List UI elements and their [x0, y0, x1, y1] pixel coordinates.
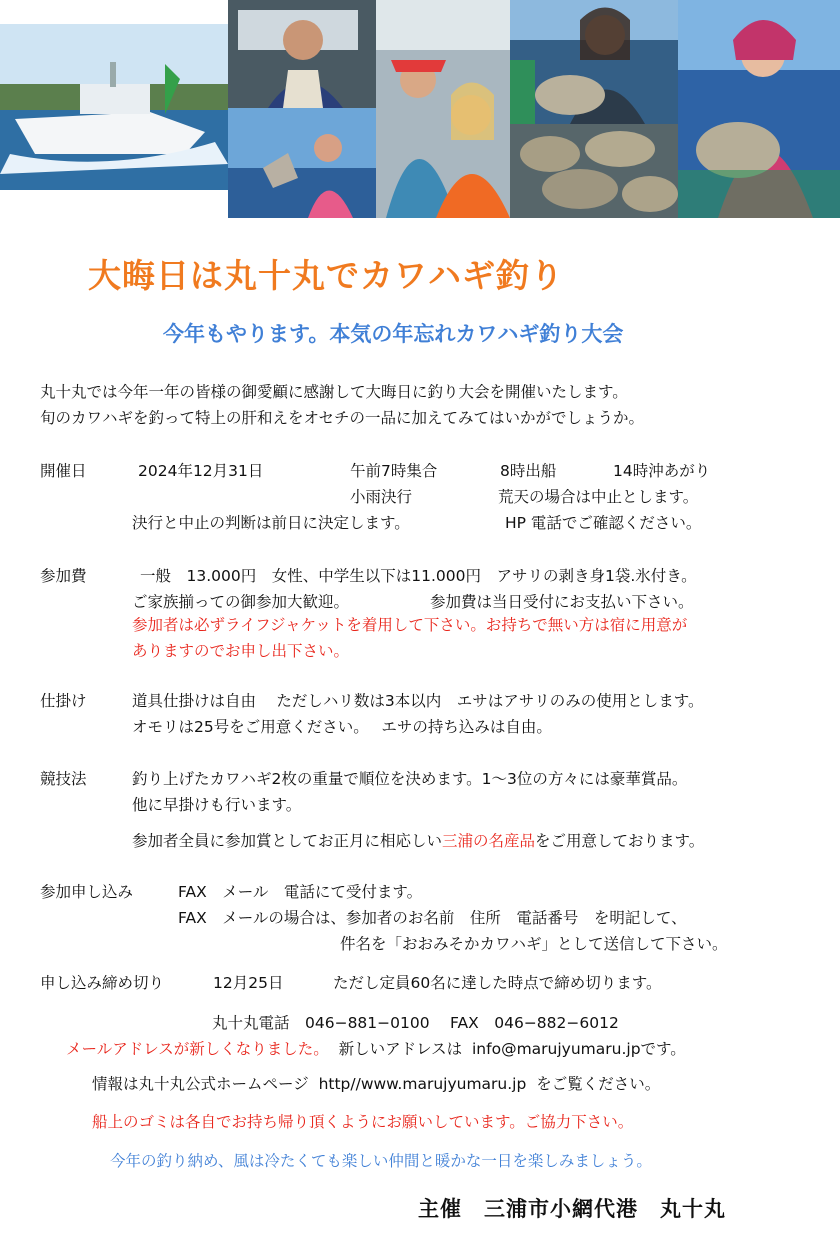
rules-line-3	[132, 830, 704, 852]
intro-line-2: 旬のカワハギを釣って特上の肝和えをオセチの一品に加えてみてはいかがでしょうか。	[40, 409, 645, 427]
closing-message: 今年の釣り納め、風は冷たくても楽しい仲間と暖かな一日を楽しみましょう。	[110, 1152, 652, 1170]
tackle-label: 仕掛け	[40, 692, 87, 710]
rules-label: 競技法	[40, 770, 87, 788]
organizer: 主催 三浦市小網代港 丸十丸	[418, 1197, 726, 1221]
fee-line-2b: 参加費は当日受付にお支払い下さい。	[430, 593, 694, 611]
page-subtitle: 今年もやります。本気の年忘れカワハギ釣り大会	[163, 322, 624, 346]
schedule-storm: 荒天の場合は中止とします。	[498, 488, 699, 506]
fee-line-1: 一般 13.000円 女性、中学生以下は11.000円 アサリの剥き身1袋.氷付き。	[140, 567, 697, 585]
homepage-tail: をご覧ください。	[536, 1075, 661, 1093]
photo-woman-fish	[510, 0, 678, 124]
intro-line-1: 丸十丸では今年一年の皆様の御愛顧に感謝して大晦日に釣り大会を開催いたします。	[40, 383, 628, 401]
rules-line-3a: 参加者全員に参加賞としてお正月に相応しい	[132, 832, 443, 850]
tackle-line-1: 道具仕掛けは自由 ただしハリ数は3本以内 エサはアサリのみの使用とします。	[132, 692, 704, 710]
photo-catch-box	[510, 124, 678, 218]
photo-collage	[0, 0, 840, 220]
homepage-label: 情報は丸十丸公式ホームページ	[92, 1075, 309, 1093]
schedule-return: 14時沖あがり	[613, 462, 711, 480]
photo-two-women	[376, 0, 510, 218]
miura-specialty-highlight: 三浦の名産品	[442, 832, 536, 850]
trash-notice: 船上のゴミは各自でお持ち帰り頂くようにお願いしています。ご協力下さい。	[92, 1113, 634, 1131]
schedule-rain: 小雨決行	[350, 488, 413, 506]
schedule-date: 2024年12月31日	[138, 462, 264, 480]
contact-phone-fax: 丸十丸電話 046−881−0100 FAX 046−882−6012	[212, 1014, 619, 1032]
apply-line-3: 件名を「おおみそかカワハギ」として送信して下さい。	[340, 935, 728, 953]
schedule-depart: 8時出船	[500, 462, 557, 480]
tackle-line-2: オモリは25号をご用意ください。 エサの持ち込みは自由。	[132, 718, 552, 736]
fee-label: 参加費	[40, 567, 87, 585]
schedule-decision: 決行と中止の判断は前日に決定します。	[132, 514, 410, 532]
page-title: 大晦日は丸十丸でカワハギ釣り	[88, 256, 564, 295]
rules-line-2: 他に早掛けも行います。	[132, 796, 302, 814]
apply-label: 参加申し込み	[40, 883, 134, 901]
photo-woman-hood	[678, 0, 840, 218]
lifejacket-warning-2: ありますのでお申し出下さい。	[132, 642, 350, 660]
rules-line-3c: をご用意しております。	[535, 832, 705, 850]
photo-angler-pink	[228, 108, 376, 218]
fee-line-2a: ご家族揃っての御参加大歓迎。	[132, 593, 350, 611]
mail-label: 新しいアドレスは	[338, 1040, 463, 1058]
photo-boat	[0, 24, 228, 190]
homepage-url[interactable]: http//www.marujyumaru.jp	[318, 1075, 527, 1093]
schedule-gather: 午前7時集合	[350, 462, 438, 480]
apply-line-2: FAX メールの場合は、参加者のお名前 住所 電話番号 を明記して、	[178, 909, 687, 927]
schedule-label: 開催日	[40, 462, 87, 480]
photo-captain	[228, 0, 376, 108]
deadline-date: 12月25日	[213, 974, 284, 992]
mail-change-notice: メールアドレスが新しくなりました。	[66, 1040, 329, 1058]
deadline-label: 申し込み締め切り	[40, 974, 165, 992]
mail-address[interactable]: info@marujyumaru.jpです。	[472, 1040, 686, 1058]
rules-line-1: 釣り上げたカワハギ2枚の重量で順位を決めます。1～3位の方々には豪華賞品。	[132, 770, 688, 788]
lifejacket-warning-1: 参加者は必ずライフジャケットを着用して下さい。お持ちで無い方は宿に用意が	[132, 616, 688, 634]
schedule-confirm: HP 電話でご確認ください。	[505, 514, 702, 532]
homepage-line	[92, 1073, 660, 1095]
apply-methods: FAX メール 電話にて受付ます。	[178, 883, 423, 901]
deadline-note: ただし定員60名に達した時点で締め切ります。	[333, 974, 662, 992]
mail-contact-line	[66, 1038, 686, 1060]
